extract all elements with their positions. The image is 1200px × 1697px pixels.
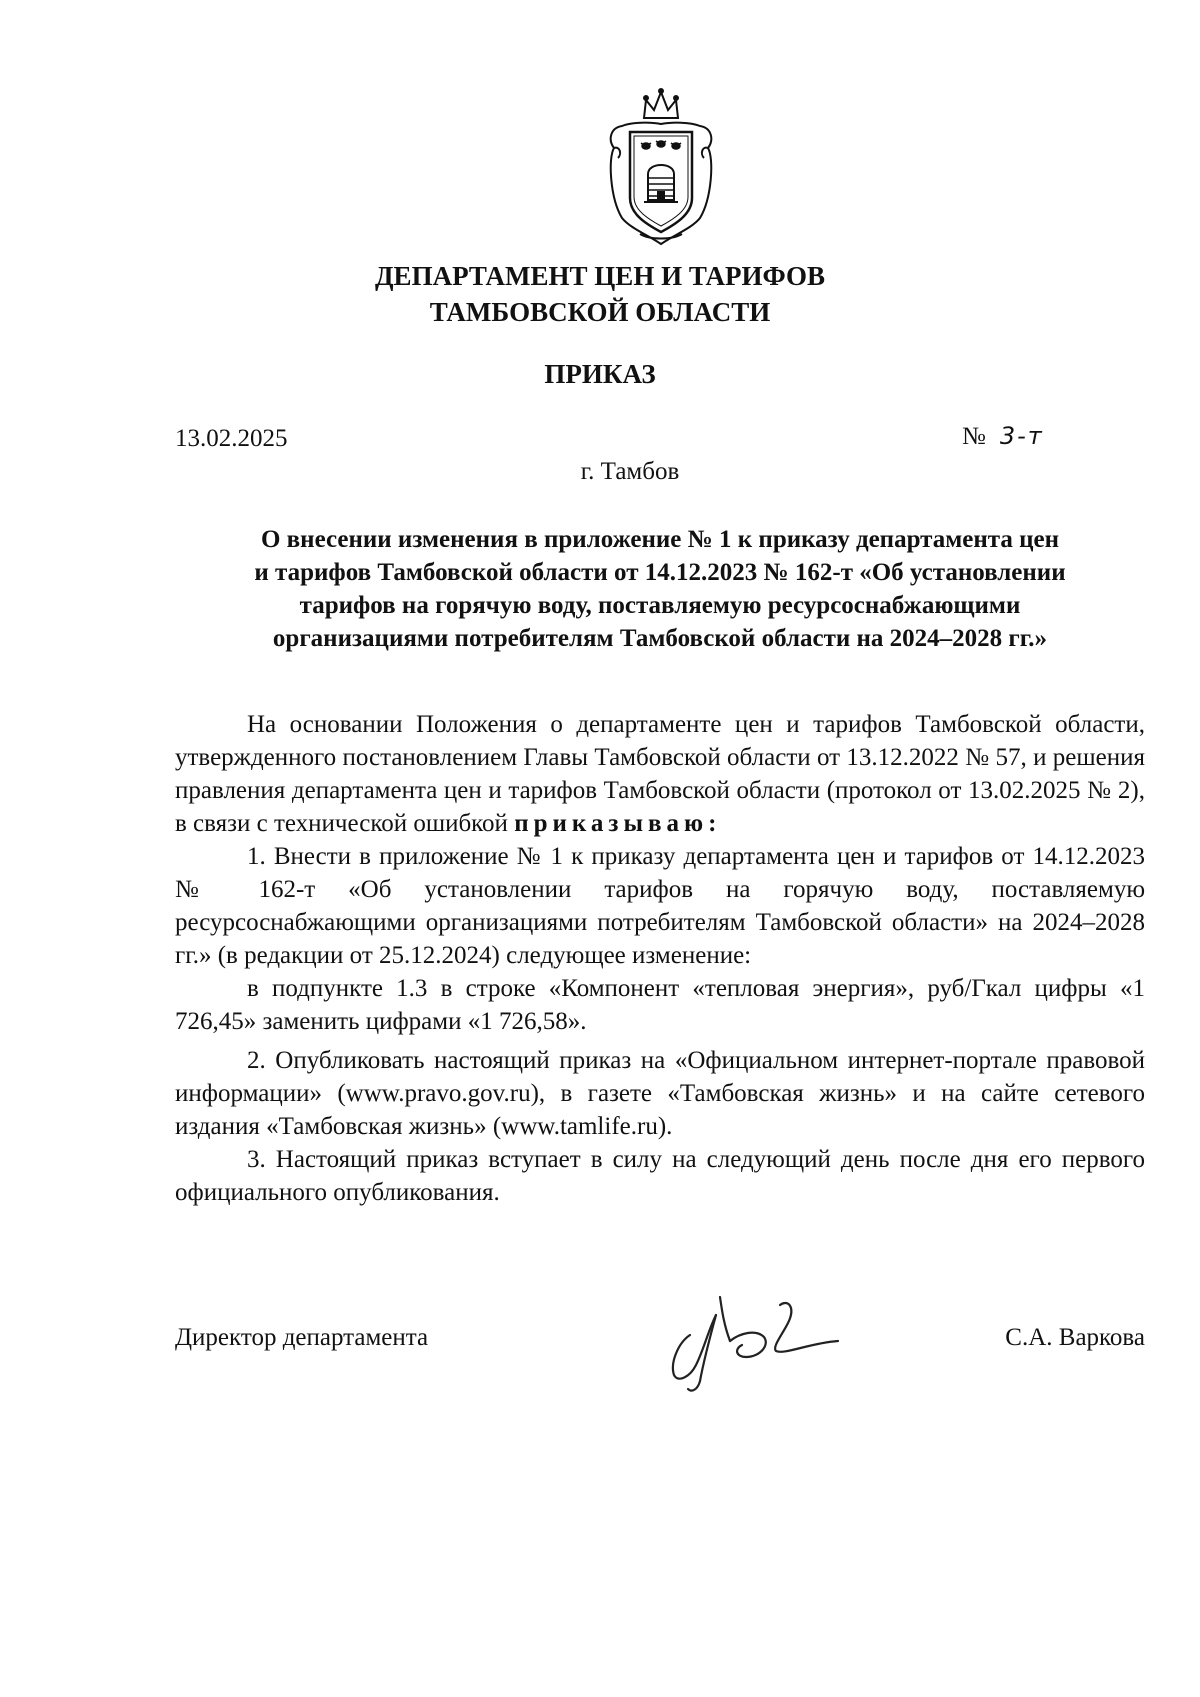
preamble-text: На основании Положения о департаменте цен и тарифов Тамбовской области, утвержденного постановлением Главы Тамбовской области от 13.12.2022 № 57, и решения правления департамента цен и тарифов Тамбовской области (протокол от 13.02.2025 № 2), в связи с технической ошибкой xyxy=(175,711,1145,837)
order-word: приказываю xyxy=(514,810,709,837)
tambov-coat-of-arms-icon xyxy=(600,88,722,248)
subject-line: О внесении изменения в приложение № 1 к приказу департамента цен xyxy=(260,526,1060,553)
item-1-paragraph: 1. Внести в приложение № 1 к приказу департамента цен и тарифов от 14.12.2023 № 162-т «Об установлении тарифов на горячую воду, поставляемую ресурсоснабжающими организациями потребителям Тамбовской области» на 2024–2028 гг.» (в редакции от 25.12.2024) следующее изменение: xyxy=(175,843,1145,969)
item-1-sub-paragraph: в подпункте 1.3 в строке «Компонент «тепловая энергия», руб/Гкал цифры «1 726,45» заменить цифрами «1 726,58». xyxy=(175,975,1145,1035)
document-number-label: № xyxy=(962,423,986,450)
organization-name xyxy=(0,258,1200,330)
document-city: г. Тамбов xyxy=(580,458,680,485)
order-colon: : xyxy=(708,810,717,837)
document-type: ПРИКАЗ xyxy=(544,359,656,389)
document-number xyxy=(962,422,1044,451)
signatory-title: Директор департамента xyxy=(175,1324,429,1351)
document-number-value: 3-т xyxy=(999,422,1044,450)
subject-line: тарифов на горячую воду, поставляемую ресурсоснабжающими xyxy=(299,592,1021,619)
document-date: 13.02.2025 xyxy=(175,425,288,452)
item-3-paragraph: 3. Настоящий приказ вступает в силу на следующий день после дня его первого официального опубликования. xyxy=(175,1146,1145,1206)
document-body xyxy=(175,708,1145,1209)
preamble-paragraph xyxy=(175,708,1145,840)
subject-line: организациями потребителям Тамбовской области на 2024–2028 гг.» xyxy=(272,625,1048,652)
document-subject xyxy=(175,523,1145,655)
handwritten-signature-icon xyxy=(660,1285,850,1395)
signatory-name: С.А. Варкова xyxy=(1005,1324,1145,1351)
organization-name-line1: ДЕПАРТАМЕНТ ЦЕН И ТАРИФОВ xyxy=(374,261,826,291)
item-2-paragraph: 2. Опубликовать настоящий приказ на «Официальном интернет-портале правовой информации» (www.pravo.gov.ru), в газете «Тамбовская жизнь» и на сайте сетевого издания «Тамбовская жизнь» (www.tamlife.ru). xyxy=(175,1047,1145,1140)
subject-line: и тарифов Тамбовской области от 14.12.2023 № 162-т «Об установлении xyxy=(254,559,1066,586)
organization-name-line2: ТАМБОВСКОЙ ОБЛАСТИ xyxy=(429,297,771,327)
